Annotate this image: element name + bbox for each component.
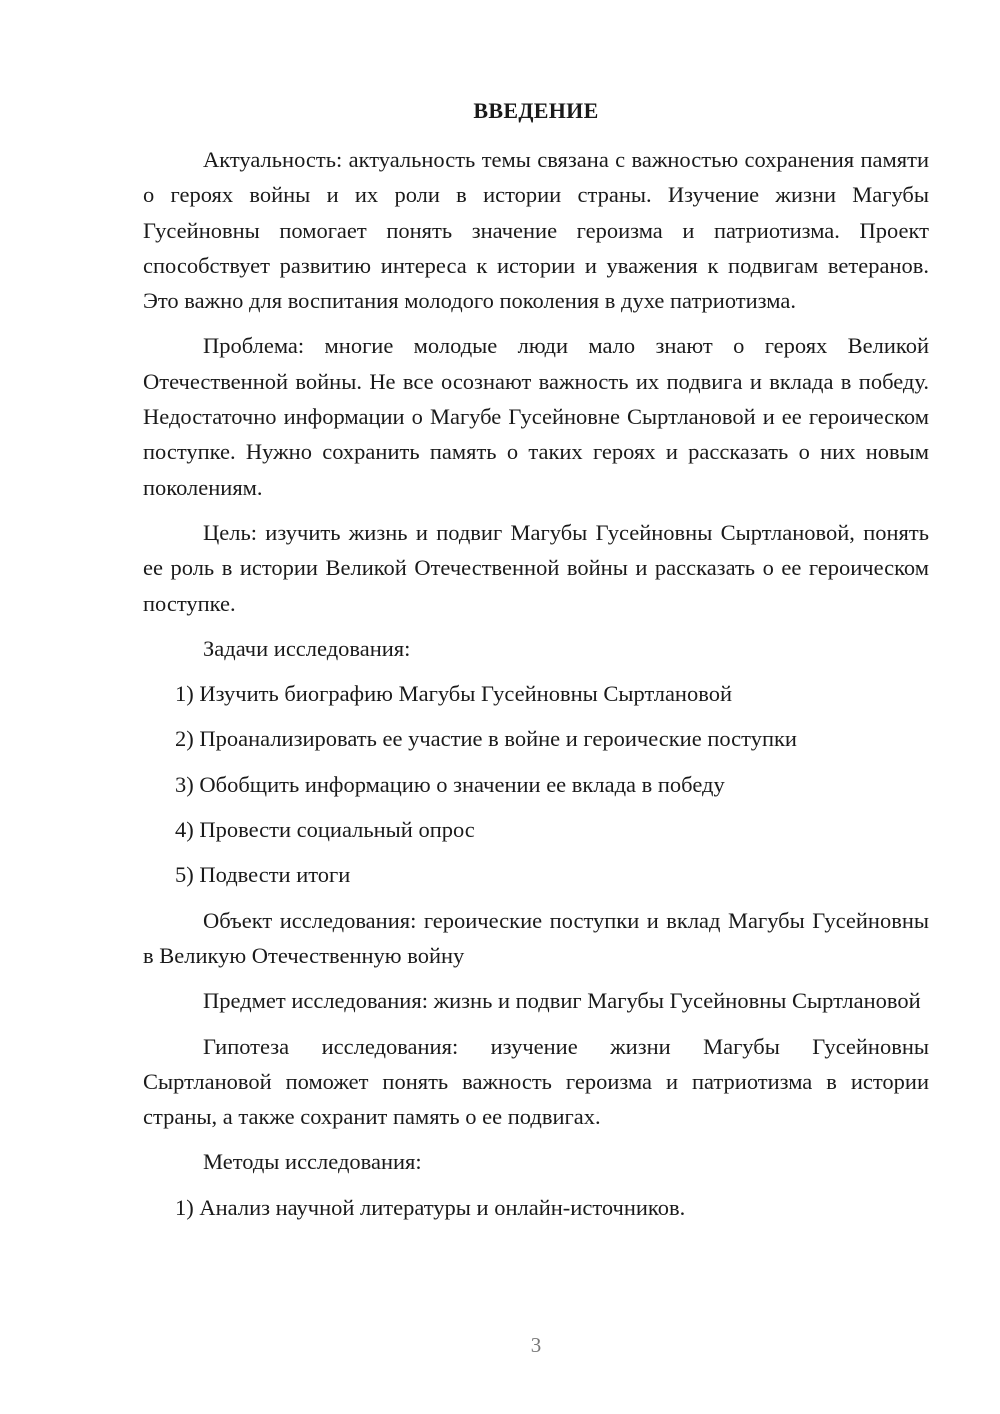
relevance-paragraph: Актуальность: актуальность темы связана с важностью сохранения памяти о героях войны и их роли в истории страны. Изучение жизни Магубы Гусейновны помогает понять значение героизма и патриотизма. Проект способствует развитию интереса к истории и уважения к подвигам ветеранов. Это важно для воспитания молодого поколения в духе патриотизма. (143, 147, 929, 314)
goal-paragraph: Цель: изучить жизнь и подвиг Магубы Гусейновны Сыртлановой, понять ее роль в истории Великой Отечественной войны и рассказать о ее героическом поступке. (143, 519, 929, 616)
section-body (143, 142, 929, 1235)
section-title: ВВЕДЕНИЕ (473, 98, 599, 123)
tasks-list (143, 676, 929, 892)
methods-list (143, 1190, 929, 1225)
methods-heading: Методы исследования: (203, 1149, 422, 1175)
method-item: 1) Анализ научной литературы и онлайн-источников. (175, 1194, 686, 1220)
task-item: 2) Проанализировать ее участие в войне и героические поступки (175, 726, 797, 752)
task-item: 5) Подвести итоги (175, 862, 351, 888)
page-number: 3 (530, 1333, 542, 1357)
subject-paragraph: Предмет исследования: жизнь и подвиг Магубы Гусейновны Сыртлановой (203, 988, 921, 1014)
tasks-heading: Задачи исследования: (203, 635, 411, 661)
problem-paragraph: Проблема: многие молодые люди мало знают о героях Великой Отечественной войны. Не все осознают важность их подвига и вклада в победу. Недостаточно информации о Магубе Гусейновне Сыртлановой и ее героическом поступке. Нужно сохранить память о таких героях и рассказать о них новым поколениям. (143, 333, 929, 500)
task-item: 3) Обобщить информацию о значении ее вклада в победу (175, 771, 725, 797)
task-item: 4) Провести социальный опрос (175, 817, 475, 843)
object-paragraph: Объект исследования: героические поступки и вклад Магубы Гусейновны в Великую Отечественную войну (143, 907, 929, 968)
hypothesis-paragraph: Гипотеза исследования: изучение жизни Магубы Гусейновны Сыртлановой поможет понять важность героизма и патриотизма в истории страны, а также сохранит память о ее подвигах. (143, 1033, 929, 1130)
task-item: 1) Изучить биографию Магубы Гусейновны Сыртлановой (175, 681, 732, 707)
